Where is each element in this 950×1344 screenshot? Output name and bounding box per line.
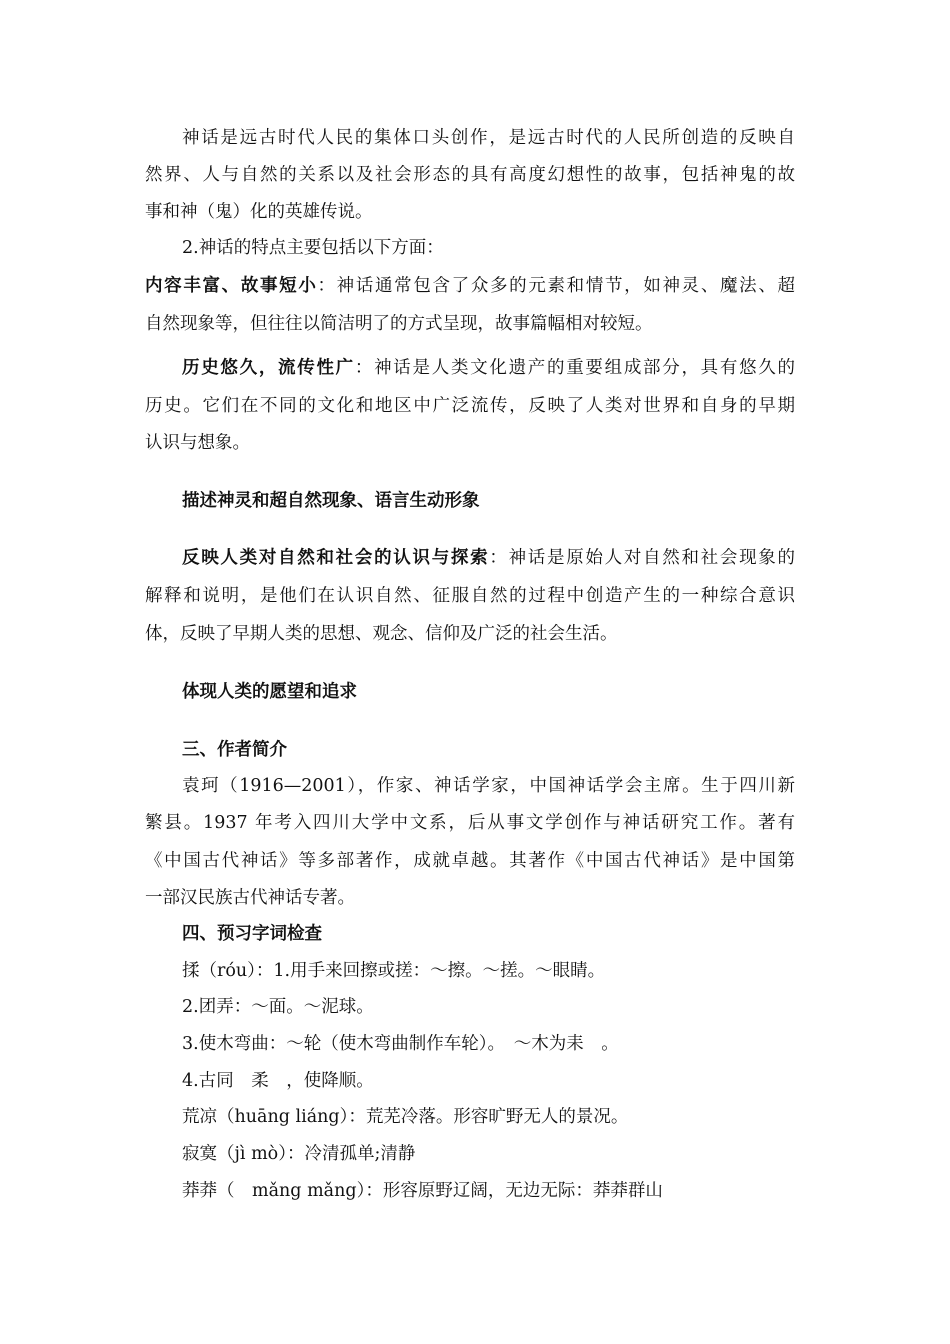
feature-1-line-2: 自然现象等，但往往以简洁明了的方式呈现，故事篇幅相对较短。 [145, 314, 653, 334]
intro-line-3: 事和神（鬼）化的英雄传说。 [145, 202, 373, 222]
intro-line-2: 然界、人与自然的关系以及社会形态的具有高度幻想性的故事，包括神鬼的故 [145, 165, 795, 185]
feature-2-line-2: 历史。它们在不同的文化和地区中广泛流传，反映了人类对世界和自身的早期 [145, 396, 795, 416]
author-line-4: 一部汉民族古代神话专著。 [145, 888, 355, 908]
author-heading [182, 739, 287, 761]
feature-3-title-text: 描述神灵和超自然现象、语言生动形象 [182, 491, 480, 511]
feature-2-line-3: 认识与想象。 [145, 433, 250, 453]
preview-heading [182, 923, 322, 945]
feature-2-line-1 [182, 357, 795, 379]
preview-heading-text: 四、预习字词检查 [182, 924, 322, 944]
author-line-1: 袁珂（1916—2001），作家、神话学家，中国神话学会主席。生于四川新 [182, 776, 795, 796]
preview-item: 荒凉（huāng liáng）：荒芜冷落。形容旷野无人的景况。 [182, 1107, 629, 1127]
feature-4-text: ：神话是原始人对自然和社会现象的 [489, 548, 796, 568]
feature-4-line-1 [182, 547, 795, 569]
intro-line-1: 神话是远古时代人民的集体口头创作，是远古时代的人民所创造的反映自 [182, 128, 795, 148]
feature-4-line-2: 解释和说明，是他们在认识自然、征服自然的过程中创造产生的一种综合意识 [145, 586, 795, 606]
feature-4-title: 反映人类对自然和社会的认识与探索 [182, 548, 490, 568]
author-line-3: 《中国古代神话》等多部著作，成就卓越。其著作《中国古代神话》是中国第 [145, 851, 795, 871]
preview-item: 4.古同 柔 ，使降顺。 [182, 1071, 374, 1091]
feature-2-text: ：神话是人类文化遗产的重要组成部分，具有悠久的 [354, 358, 796, 378]
preview-item: 寂寞（jì mò）：冷清孤单;清静 [182, 1144, 416, 1164]
author-heading-text: 三、作者简介 [182, 740, 287, 760]
feature-4-line-3: 体，反映了早期人类的思想、观念、信仰及广泛的社会生活。 [145, 624, 618, 644]
author-line-2: 繁县。1937 年考入四川大学中文系，后从事文学创作与神话研究工作。著有 [145, 813, 795, 833]
features-heading: 2.神话的特点主要包括以下方面： [182, 238, 444, 258]
feature-5-title-text: 体现人类的愿望和追求 [182, 682, 357, 702]
feature-2-title: 历史悠久，流传性广 [182, 358, 355, 378]
feature-1-title: 内容丰富、故事短小 [145, 276, 318, 296]
feature-1-line-1 [145, 275, 795, 297]
preview-item: 3.使木弯曲：～轮（使木弯曲制作车轮）。 ～木为耒 。 [182, 1034, 619, 1054]
preview-item: 2.团弄：～面。～泥球。 [182, 997, 374, 1017]
feature-5-title [182, 681, 357, 703]
preview-item: 揉（róu）：1.用手来回擦或搓：～擦。～搓。～眼睛。 [182, 961, 606, 981]
feature-1-text: ：神话通常包含了众多的元素和情节，如神灵、魔法、超 [317, 276, 795, 296]
preview-item: 莽莽（ mǎng mǎng）：形容原野辽阔，无边无际：莽莽群山 [182, 1181, 663, 1201]
feature-3-title [182, 490, 480, 512]
